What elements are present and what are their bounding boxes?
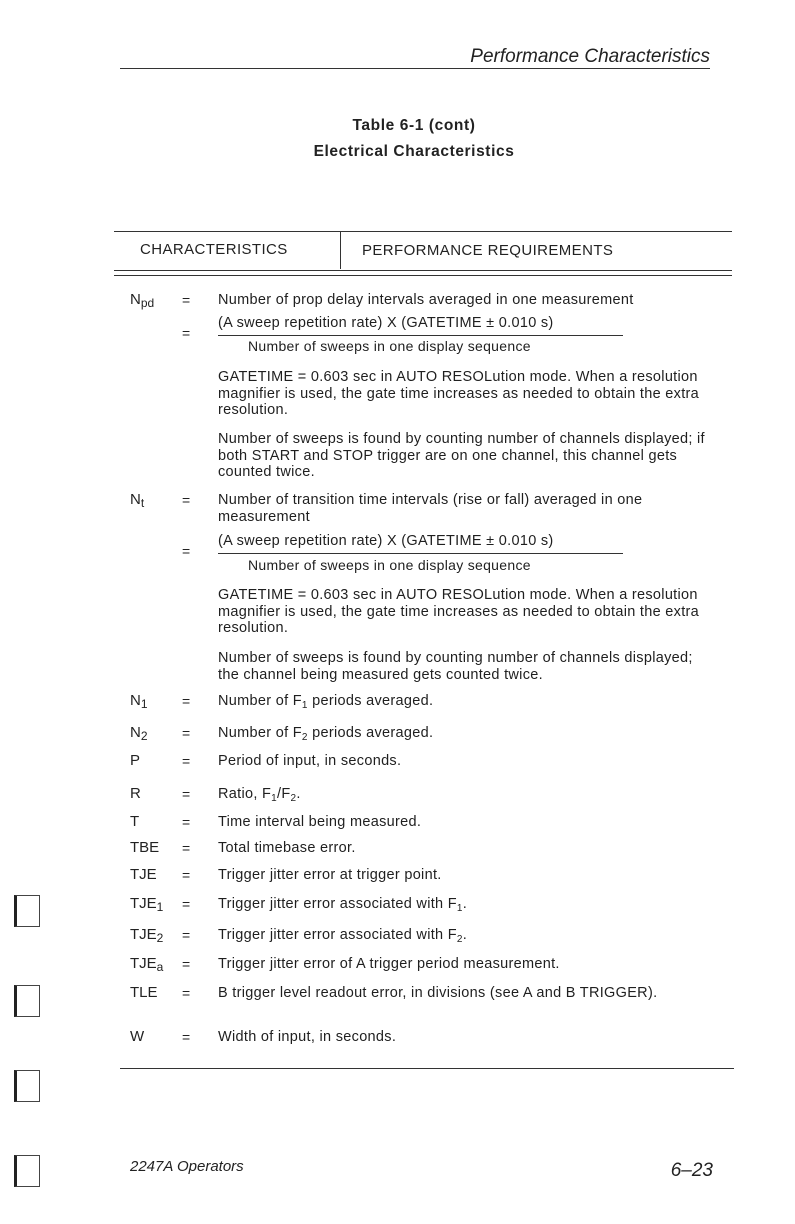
table-header-rule-double [114,275,732,276]
table-header-rule [114,270,732,271]
column-header-performance: PERFORMANCE REQUIREMENTS [362,242,614,259]
symbol-n1: $N_1$ [130,692,148,711]
table-title: Electrical Characteristics [313,143,515,160]
npd-definition: Number of prop delay intervals averaged in one measurement [218,292,634,308]
nt-denominator: Number of sweeps in one display sequence [248,557,531,573]
npd-gatetime-note: GATETIME = 0.603 sec in AUTO RESOLution mode. When a resolution magnifier is used, the gate time increases as needed to obtain the extra resolution. [218,369,700,418]
equals-sign: = [182,867,191,883]
table-bottom-rule [120,1068,734,1069]
symbol-tje1: $TJE_1$ [130,895,164,914]
equals-sign: = [182,840,191,856]
definition-text: B trigger level readout error, in divisions (see A and B TRIGGER). [218,985,658,1001]
equals-sign: = [182,725,191,741]
symbol-w: W [130,1028,145,1045]
definition-text: Period of input, in seconds. [218,753,402,769]
binder-mark [14,1070,40,1102]
equals-sign: = [182,325,191,341]
equals-sign: = [182,927,191,943]
definition-text: Width of input, in seconds. [218,1029,397,1045]
definition-text: Ratio, $F_1/F_2$. [218,786,301,804]
running-header: Performance Characteristics [470,46,710,67]
equals-sign: = [182,786,191,802]
definition-text: Number of $F_1$ periods averaged. [218,693,434,711]
binder-mark [14,895,40,927]
symbol-tjea: $TJE_a$ [130,955,164,974]
equals-sign: = [182,985,191,1001]
fraction-line [218,553,623,554]
symbol-tbe: TBE [130,839,160,856]
symbol-tle: TLE [130,984,158,1001]
equals-sign: = [182,543,191,559]
symbol-nt: $N_t$ [130,491,145,510]
symbol-r: R [130,785,141,802]
column-header-characteristics: CHARACTERISTICS [140,241,288,258]
symbol-n2: $N_2$ [130,724,148,743]
nt-sweeps-note: Number of sweeps is found by counting number of channels displayed; the channel being measured gets counted twice. [218,650,693,683]
symbol-t: T [130,813,140,830]
nt-definition: Number of transition time intervals (rise or fall) averaged in one measurement [218,492,643,525]
symbol-p: P [130,752,141,769]
equals-sign: = [182,492,191,508]
symbol-tje: TJE [130,866,157,883]
npd-numerator: (A sweep repetition rate) X (GATETIME ± 0.010 s) [218,315,554,331]
definition-text: Trigger jitter error of A trigger period measurement. [218,956,560,972]
npd-denominator: Number of sweeps in one display sequence [248,338,531,354]
footer-manual-title: 2247A Operators [130,1158,244,1175]
definition-text: Number of $F_2$ periods averaged. [218,725,434,743]
definition-text: Trigger jitter error associated with $F_1$. [218,896,468,914]
npd-sweeps-note: Number of sweeps is found by counting number of channels displayed; if both START and STOP trigger are on one channel, this channel gets counted twice. [218,431,705,480]
table-top-rule [114,231,732,232]
equals-sign: = [182,292,191,308]
header-rule [120,68,710,69]
equals-sign: = [182,753,191,769]
equals-sign: = [182,1029,191,1045]
fraction-line [218,335,623,336]
symbol-npd: $N_{pd}$ [130,291,155,310]
definition-text: Total timebase error. [218,840,356,856]
symbol-tje2: $TJE_2$ [130,926,164,945]
page-number: 6–23 [670,1160,713,1181]
definition-text: Trigger jitter error at trigger point. [218,867,442,883]
equals-sign: = [182,896,191,912]
column-divider [340,232,341,269]
binder-mark [14,985,40,1017]
nt-gatetime-note: GATETIME = 0.603 sec in AUTO RESOLution mode. When a resolution magnifier is used, the gate time increases as needed to obtain the extra resolution. [218,587,700,636]
binder-mark [14,1155,40,1187]
equals-sign: = [182,693,191,709]
equals-sign: = [182,956,191,972]
table-number: Table 6-1 (cont) [352,117,476,134]
nt-numerator: (A sweep repetition rate) X (GATETIME ± 0.010 s) [218,533,554,549]
definition-text: Time interval being measured. [218,814,422,830]
equals-sign: = [182,814,191,830]
definition-text: Trigger jitter error associated with $F_2$. [218,927,468,945]
